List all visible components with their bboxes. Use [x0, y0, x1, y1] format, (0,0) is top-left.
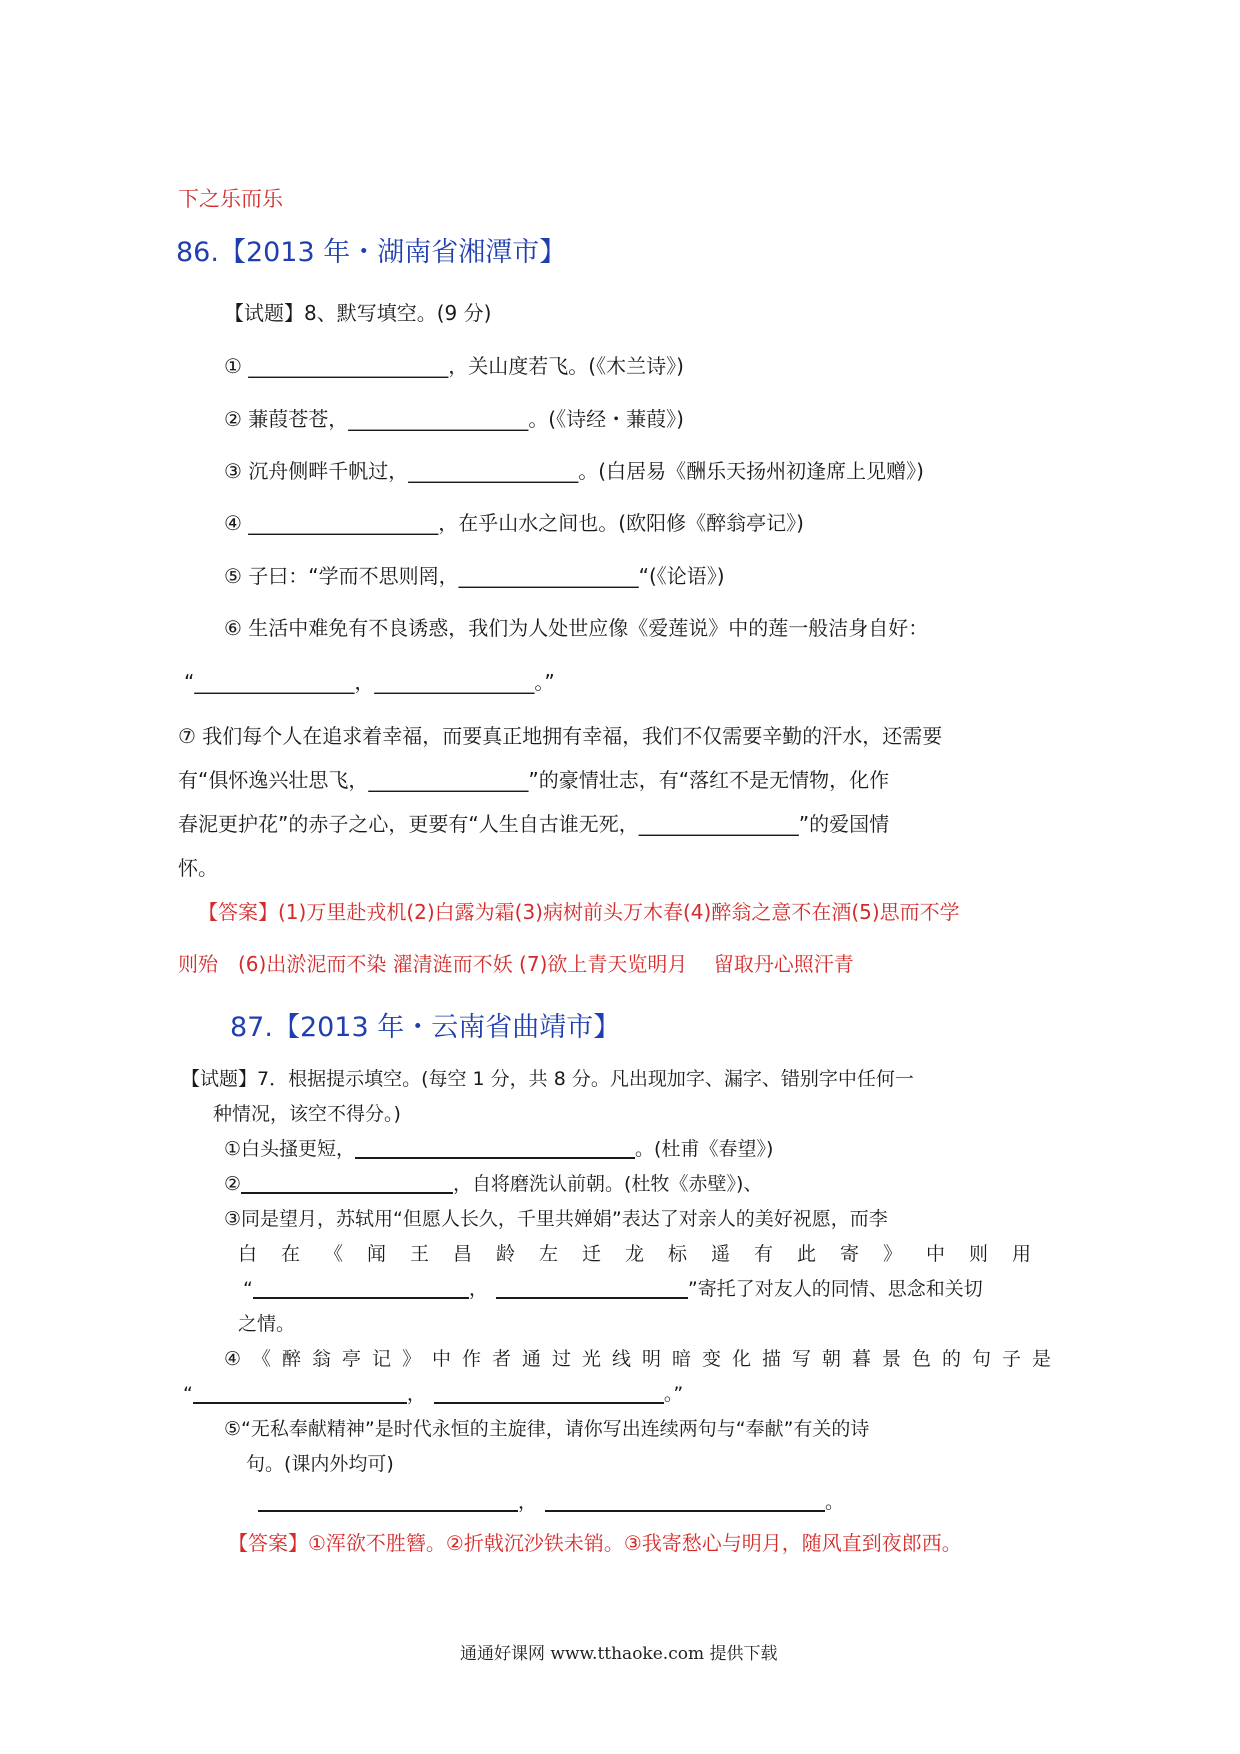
answer-blank [241, 1191, 453, 1194]
q86-item-6-blanks: “________________，________________。” [184, 670, 555, 694]
answer-blank [258, 1509, 518, 1512]
q87-item-3-line-1: ③同是望月，苏轼用“但愿人长久，千里共婵娟”表达了对亲人的美好祝愿，而李 [224, 1208, 888, 1230]
question-87-header: 87.【2013 年・云南省曲靖市】 [230, 1012, 621, 1043]
q86-answer-line-2: 则殆 (6)出淤泥而不染 濯清涟而不妖 (7)欲上青天览明月 留取丹心照汗青 [178, 952, 854, 976]
question-86-header: 86.【2013 年・湖南省湘潭市】 [176, 237, 567, 268]
q87-item-3-line-4: 之情。 [238, 1313, 296, 1335]
page-footer: 通通好课网 www.tthaoke.com 提供下载 [460, 1644, 778, 1664]
q86-item-5: ⑤ 子曰：“学而不思则罔，__________________“(《论语》) [224, 564, 725, 588]
previous-answer-tail: 下之乐而乐 [178, 187, 283, 211]
answer-blank [496, 1296, 688, 1299]
q86-answer-line-1: 【答案】(1)万里赴戎机(2)白露为霜(3)病树前头万木春(4)醉翁之意不在酒(5)思而不学 [198, 900, 960, 924]
q86-item-4: ④ ___________________，在乎山水之间也。(欧阳修《醉翁亭记》) [224, 511, 804, 535]
q86-item-3: ③ 沉舟侧畔千帆过，_________________。(白居易《酬乐天扬州初逢席上见赠》) [224, 459, 924, 483]
q87-item-5-line-1: ⑤“无私奉献精神”是时代永恒的主旋律，请你写出连续两句与“奉献”有关的诗 [224, 1418, 870, 1440]
q86-item-6: ⑥ 生活中难免有不良诱惑，我们为人处世应像《爱莲说》中的莲一般洁身自好： [224, 616, 929, 640]
q87-item-2: ② ，自将磨洗认前朝。(杜牧《赤壁》)、 [224, 1173, 763, 1195]
q87-item-3-line-3: “ ， ”寄托了对友人的同情、思念和关切 [243, 1278, 983, 1300]
answer-blank [355, 1156, 635, 1159]
q87-title-line-2: 种情况，该空不得分。) [213, 1103, 401, 1125]
q87-item-3-line-2: 白在《闻王昌龄左迁龙标遥有此寄》中则用 [238, 1243, 1056, 1265]
q87-item-4-line-1: ④《醉翁亭记》中作者通过光线明暗变化描写朝暮景色的句子是 [224, 1348, 1063, 1370]
answer-blank [193, 1401, 407, 1404]
q87-item-4-line-2: “ ， 。” [183, 1383, 684, 1405]
q86-item-1: ① ____________________，关山度若飞。(《木兰诗》) [224, 354, 684, 378]
answer-blank [253, 1296, 469, 1299]
q87-item-5-line-3: ， 。 [258, 1487, 844, 1514]
answer-blank [545, 1509, 825, 1512]
q87-item-5-line-2: 句。(课内外均可) [246, 1453, 394, 1475]
q86-item-7-line-1: ⑦ 我们每个人在追求着幸福，而要真正地拥有幸福，我们不仅需要辛勤的汗水，还需要 [178, 724, 943, 748]
q87-title-line-1: 【试题】7．根据提示填空。(每空 1 分，共 8 分。凡出现加字、漏字、错别字中任何一 [181, 1068, 914, 1090]
q87-answer: 【答案】①浑欲不胜簪。②折戟沉沙铁未销。③我寄愁心与明月，随风直到夜郎西。 [228, 1531, 962, 1555]
q86-item-7-line-2: 有“俱怀逸兴壮思飞，________________”的豪情壮志，有“落红不是无情物，化作 [178, 768, 890, 792]
answer-blank [434, 1401, 664, 1404]
q86-item-7-line-3: 春泥更护花”的赤子之心，更要有“人生自古谁无死，________________”的爱国情 [178, 812, 890, 836]
q86-item-7-line-4: 怀。 [178, 856, 218, 880]
q87-item-1: ①白头搔更短， 。(杜甫《春望》) [224, 1138, 774, 1160]
q86-item-2: ② 蒹葭苍苍，__________________。(《诗经・蒹葭》) [224, 407, 684, 431]
question-86-title: 【试题】8、默写填空。(9 分) [224, 301, 492, 325]
